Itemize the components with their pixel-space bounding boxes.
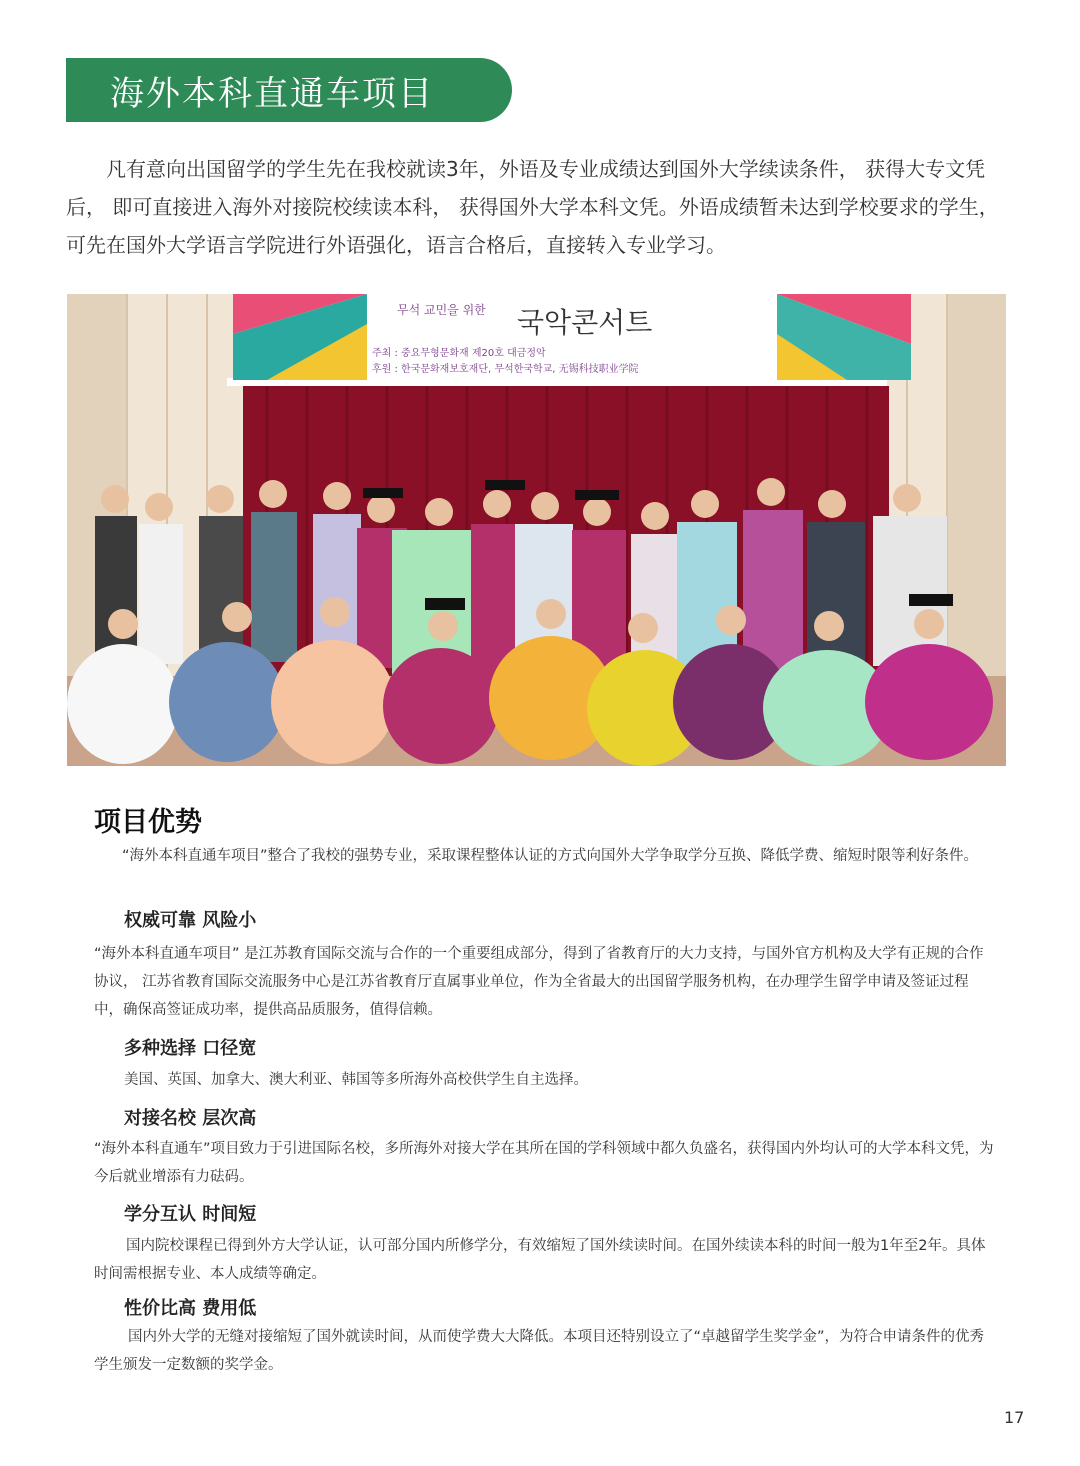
advantages-lead: “海外本科直通车项目”整合了我校的强势专业，采取课程整体认证的方式向国外大学争取学分互换、降低学费、缩短时限等利好条件。 bbox=[122, 848, 979, 864]
advantage-text-5: 国内外大学的无缝对接缩短了国外就读时间，从而使学费大大降低。本项目还特别设立了“卓越留学生奖学金”，为符合申请条件的优秀学生颁发一定数额的奖学金。 bbox=[94, 1329, 985, 1373]
page-title: 海外本科直通车项目 bbox=[110, 73, 434, 114]
title-banner bbox=[66, 58, 512, 122]
advantage-heading-3: 对接名校 层次高 bbox=[124, 1108, 257, 1129]
advantage-text-1: “海外本科直通车项目” 是江苏教育国际交流与合作的一个重要组成部分，得到了省教育厅的大力支持，与国外官方机构及大学有正规的合作协议， 江苏省教育国际交流服务中心是江苏省教育厅直属事业单位，作为全省最大的出国留学服务机构，在办理学生留学申请及签证过程中，确保高签证成功率，提供高品质服务，值得信赖。 bbox=[94, 946, 984, 1018]
advantage-heading-2: 多种选择 口径宽 bbox=[124, 1038, 257, 1059]
advantage-text-3: “海外本科直通车”项目致力于引进国际名校，多所海外对接大学在其所在国的学科领域中都久负盛名，获得国内外均认可的大学本科文凭，为今后就业增添有力砝码。 bbox=[94, 1141, 994, 1185]
advantages-title: 项目优势 bbox=[94, 807, 202, 838]
advantage-heading-4: 学分互认 时间短 bbox=[124, 1204, 257, 1225]
group-photo bbox=[67, 294, 1006, 766]
banner-line-2: 후원 : 한국문화재보호재단, 무석한국학교, 无锡科技职业学院 bbox=[372, 364, 639, 375]
page-number: 17 bbox=[1004, 1408, 1025, 1427]
banner-large-text: 국악콘서트 bbox=[517, 306, 653, 339]
advantage-heading-5: 性价比高 费用低 bbox=[124, 1298, 257, 1319]
advantage-text-2: 美国、英国、加拿大、澳大利亚、韩国等多所海外高校供学生自主选择。 bbox=[124, 1072, 588, 1088]
intro-paragraph: 凡有意向出国留学的学生先在我校就读3年，外语及专业成绩达到国外大学续读条件， 获得大专文凭后， 即可直接进入海外对接院校续读本科， 获得国外大学本科文凭。外语成绩暂未达到学校要求的学生，可先在国外大学语言学院进行外语强化，语言合格后，直接转入专业学习。 bbox=[66, 157, 999, 257]
advantage-heading-1: 权威可靠 风险小 bbox=[124, 910, 257, 931]
banner-line-1: 주최 : 중요무형문화재 제20호 대금정악 bbox=[372, 348, 546, 359]
advantage-text-4: 国内院校课程已得到外方大学认证，认可部分国内所修学分，有效缩短了国外续读时间。在国外续读本科的时间一般为1年至2年。具体时间需根据专业、本人成绩等确定。 bbox=[94, 1238, 986, 1282]
banner-small-text: 무석 교민을 위한 bbox=[397, 303, 486, 317]
group-photo-illustration bbox=[67, 294, 1006, 766]
